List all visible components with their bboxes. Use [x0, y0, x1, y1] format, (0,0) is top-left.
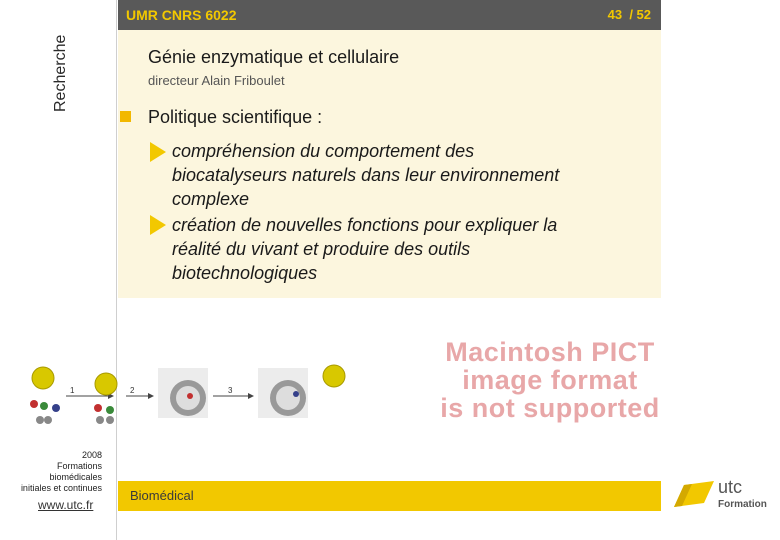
- logo-text: utc: [718, 477, 743, 497]
- bullet-line: compréhension du comportement des: [172, 141, 475, 161]
- website-link[interactable]: www.utc.fr: [38, 498, 94, 512]
- pict-line: is not supported: [440, 393, 660, 423]
- step-label: 2: [130, 386, 135, 395]
- pict-placeholder: [390, 338, 710, 428]
- slide-title: UMR CNRS 6022: [126, 7, 237, 23]
- arrow-bullet-icon: [150, 215, 166, 235]
- section-title: Politique scientifique :: [148, 107, 323, 127]
- pict-line: image format: [462, 365, 638, 395]
- director-line: directeur Alain Friboulet: [148, 73, 285, 88]
- logo-subtext: Formation: [718, 499, 767, 510]
- bullet-line: réalité du vivant et produire des outils: [172, 239, 471, 259]
- bullet-line: création de nouvelles fonctions pour expliquer la: [172, 215, 558, 235]
- arrow-bullet-icon: [150, 142, 166, 162]
- meta-line: 2008: [81, 450, 102, 460]
- lab-heading: Génie enzymatique et cellulaire: [148, 47, 400, 67]
- page-counter: [608, 7, 651, 22]
- sidebar-divider: [116, 0, 117, 540]
- title-bar: [118, 0, 661, 30]
- page-total: / 52: [629, 7, 651, 22]
- bullet-square-icon: [120, 111, 131, 122]
- meta-line: initiales et continues: [20, 483, 102, 493]
- bullet-line: complexe: [172, 189, 250, 209]
- pict-line: Macintosh PICT: [445, 337, 655, 367]
- category-label: Biomédical: [130, 488, 194, 503]
- footer-meta: [14, 450, 102, 494]
- utc-logo-icon: [672, 477, 716, 511]
- bullet-item: [172, 139, 652, 211]
- bullet-item: [172, 213, 652, 285]
- section-label: Recherche: [52, 34, 69, 112]
- bullet-line: biotechnologiques: [172, 263, 318, 283]
- page-number: 43: [607, 7, 623, 22]
- meta-line: Formations: [56, 461, 102, 471]
- step-label: 3: [228, 386, 233, 395]
- molecule-illustration: [18, 358, 348, 430]
- utc-logo: [672, 475, 772, 515]
- bullet-line: biocatalyseurs naturels dans leur environnement: [172, 165, 560, 185]
- meta-line: biomédicales: [49, 472, 102, 482]
- step-label: 1: [70, 386, 75, 395]
- category-bar: [118, 481, 661, 511]
